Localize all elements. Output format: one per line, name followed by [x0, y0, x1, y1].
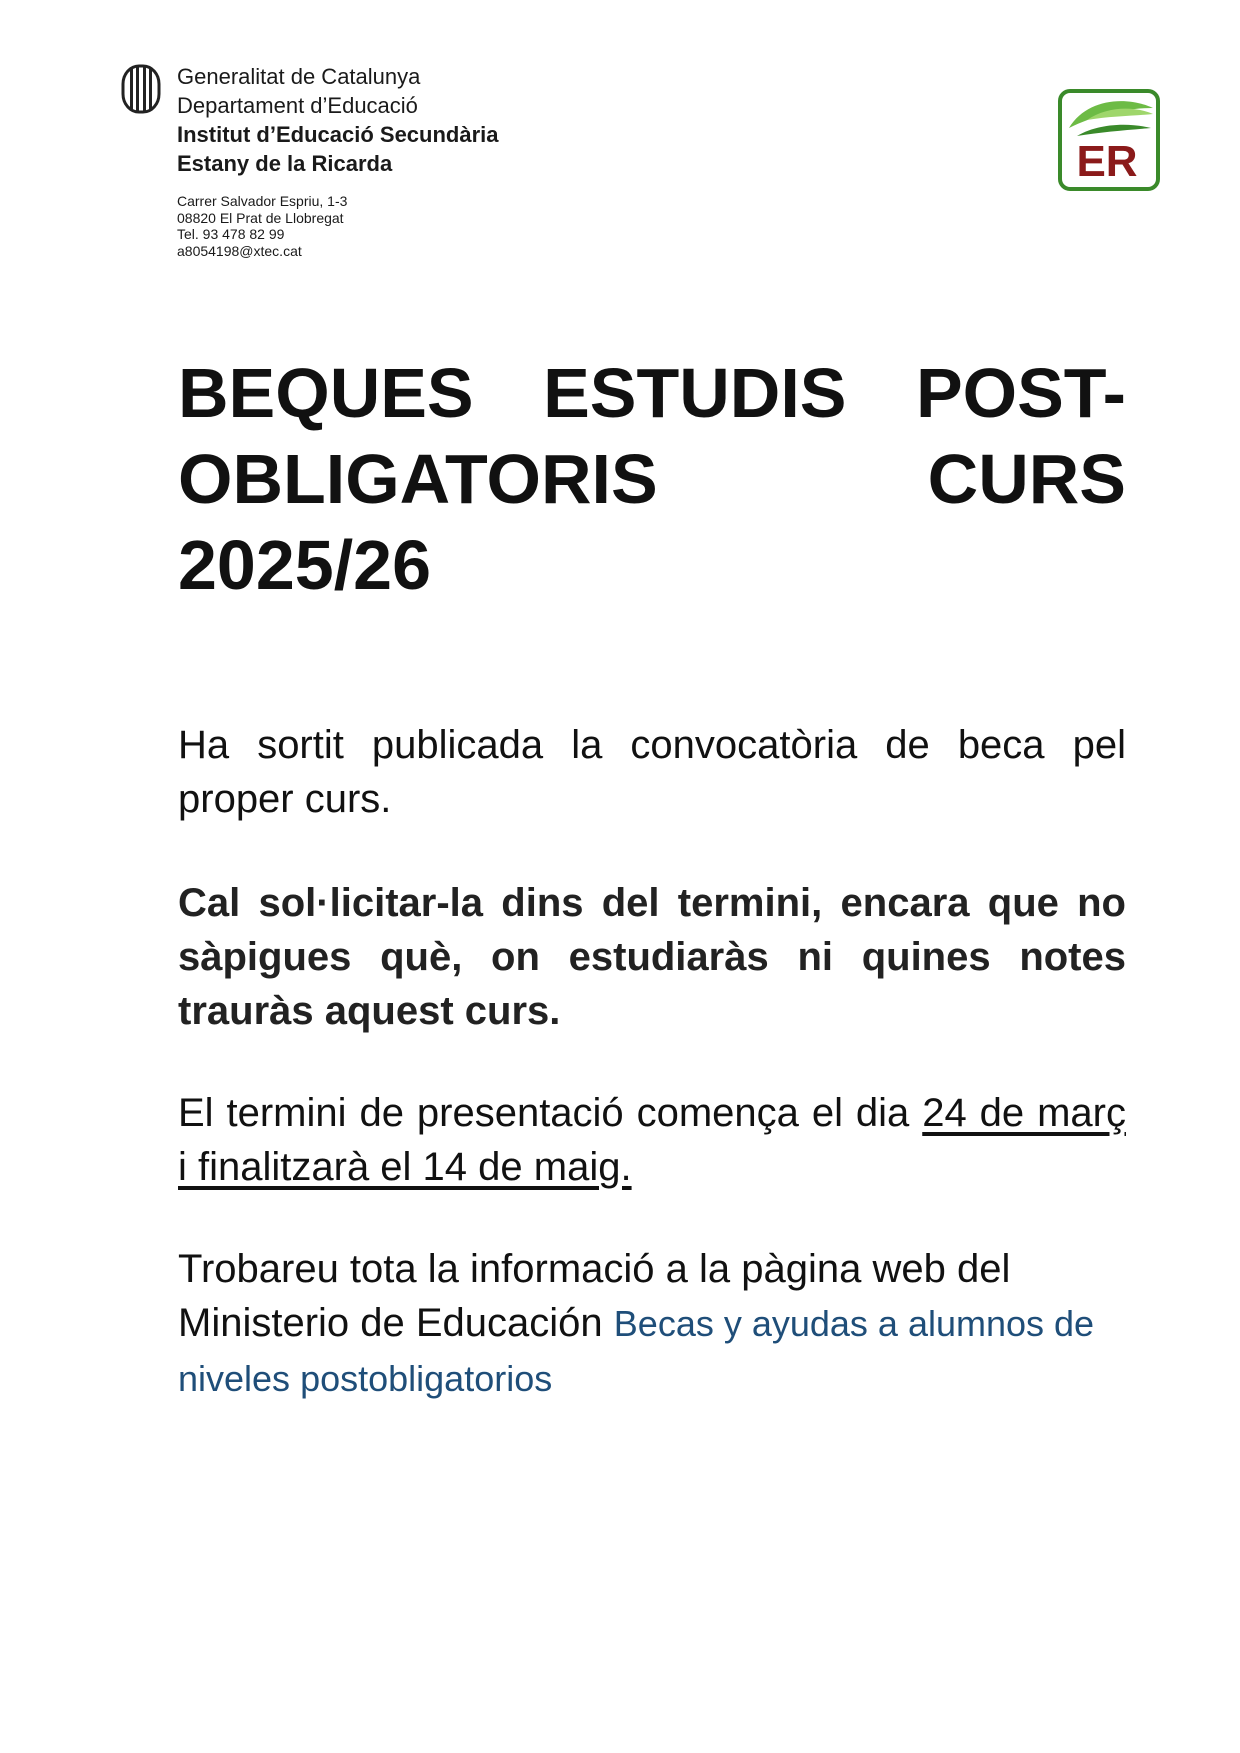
contact-address	[177, 193, 347, 259]
school-line-institut: Institut d’Educació Secundària	[177, 122, 499, 147]
org-line-departament: Departament d’Educació	[177, 93, 418, 118]
letterhead	[120, 62, 1160, 262]
paragraph-announcement: Ha sortit publicada la convocatòria de beca pel proper curs.	[178, 723, 1126, 821]
deadline-prefix: El termini de presentació comença el dia	[178, 1091, 923, 1135]
deadline-dates: 24 de març i finalitzarà el 14 de maig.	[178, 1091, 1126, 1189]
org-line-generalitat: Generalitat de Catalunya	[177, 64, 421, 89]
address-email: a8054198@xtec.cat	[177, 242, 302, 259]
address-city: 08820 El Prat de Llobregat	[177, 209, 344, 226]
page-title: BEQUES ESTUDIS POST-OBLIGATORIS CURS 2025/26	[178, 354, 1126, 604]
notice-content	[178, 350, 1126, 1406]
ministry-becas-link[interactable]: Becas y ayudas a alumnos de niveles postobligatorios	[178, 1303, 1095, 1399]
paragraph-more-info	[178, 1242, 1126, 1406]
address-phone: Tel. 93 478 82 99	[177, 226, 285, 242]
school-logo-text: ER	[1076, 137, 1138, 186]
more-info-text: Trobareu tota la informació a la pàgina web del Ministerio de Educación	[178, 1247, 1011, 1345]
leaf-er-logo-icon	[1057, 88, 1161, 192]
organization-names	[177, 62, 499, 178]
address-street: Carrer Salvador Espriu, 1-3	[177, 193, 348, 209]
paragraph-deadline	[178, 1086, 1126, 1194]
paragraph-must-apply: Cal sol·licitar-la dins del termini, encara que no sàpigues què, on estudiaràs ni quines notes trauràs aquest curs.	[178, 881, 1126, 1033]
school-line-name: Estany de la Ricarda	[177, 151, 393, 176]
catalan-flag-emblem-icon	[120, 64, 162, 114]
